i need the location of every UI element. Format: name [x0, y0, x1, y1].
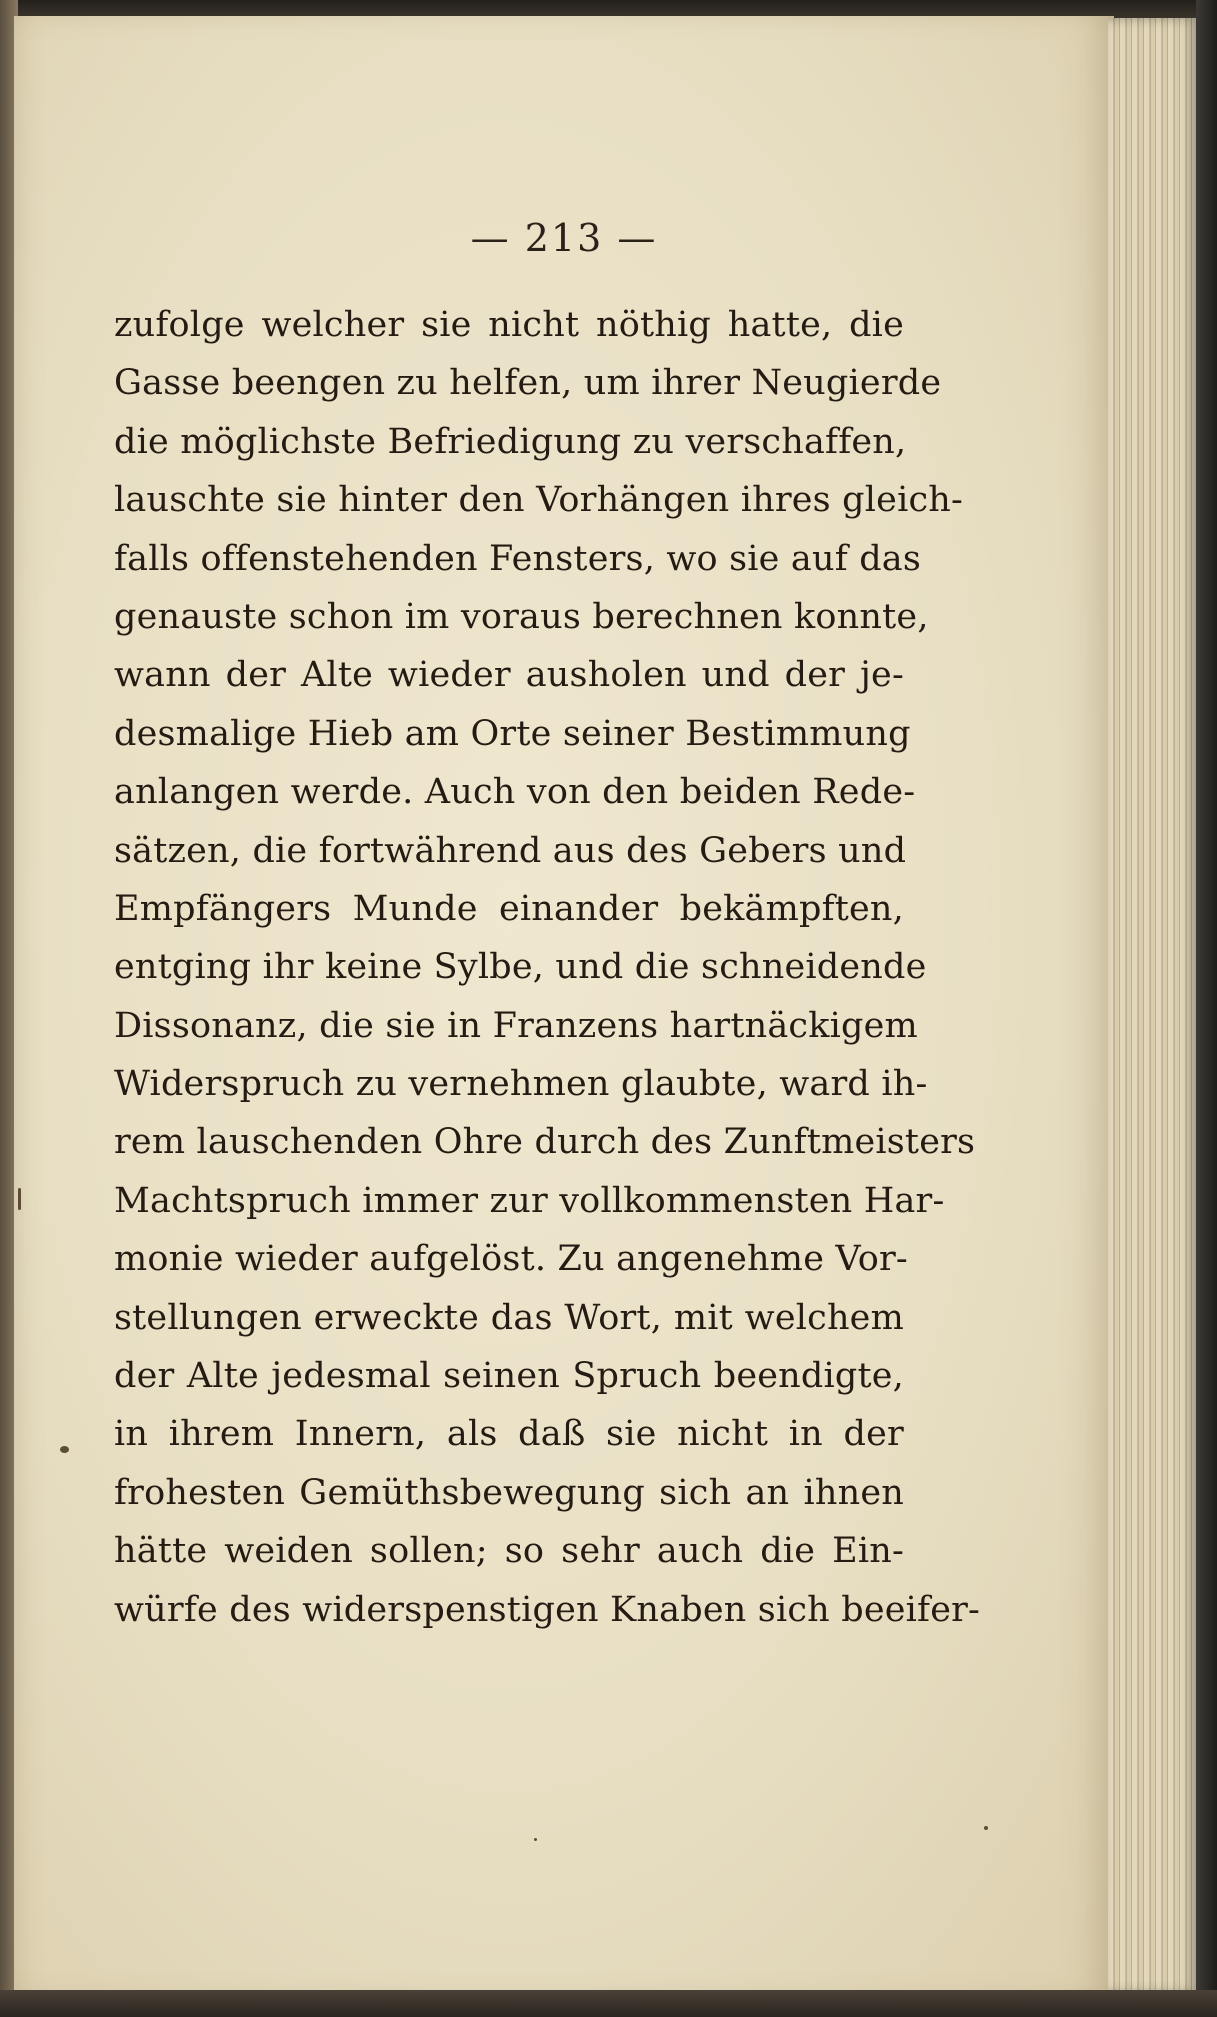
page-text-block [114, 296, 981, 1639]
page-number-header: — 213 — [470, 216, 658, 260]
text-line: würfe des widerspenstigen Knaben sich beeifer- [114, 1589, 981, 1630]
text-line: Gasse beengen zu helfen, um ihrer Neugierde [114, 363, 942, 404]
text-line: stellungen erweckte das Wort, mit welchem [114, 1297, 904, 1338]
text-line: lauschte sie hinter den Vorhängen ihres gleich- [114, 480, 964, 521]
text-line: Widerspruch zu vernehmen glaubte, ward ih- [114, 1064, 928, 1105]
page-edges [1108, 18, 1200, 1993]
text-line: hätte weiden sollen; so sehr auch die Ein- [114, 1531, 904, 1572]
text-line: falls offenstehenden Fensters, wo sie auf das [114, 538, 922, 579]
text-line: wann der Alte wieder ausholen und der je- [114, 655, 904, 696]
text-line: Dissonanz, die sie in Franzens hartnäckigem [114, 1005, 918, 1046]
text-line: genauste schon im voraus berechnen konnte, [114, 596, 929, 637]
text-line: in ihrem Innern, als daß sie nicht in der [114, 1414, 904, 1455]
book-cover-right [1196, 0, 1217, 2017]
text-line: Empfängers Munde einander bekämpften, [114, 888, 904, 929]
text-line: Machtspruch immer zur vollkommensten Har- [114, 1180, 945, 1221]
paper-blemish [534, 1838, 537, 1841]
text-line: monie wieder aufgelöst. Zu angenehme Vor- [114, 1239, 908, 1280]
text-line: rem lauschenden Ohre durch des Zunftmeisters [114, 1122, 976, 1163]
text-line: zufolge welcher sie nicht nöthig hatte, die [114, 305, 904, 345]
book-page [14, 16, 1114, 1996]
text-line: entging ihr keine Sylbe, und die schneidende [114, 947, 927, 988]
paper-blemish [60, 1446, 69, 1453]
text-line: desmalige Hieb am Orte seiner Bestimmung [114, 713, 911, 754]
book-cover-bottom [0, 1990, 1217, 2017]
text-line: der Alte jedesmal seinen Spruch beendigte, [114, 1356, 904, 1397]
text-line: die möglichste Befriedigung zu verschaffen, [114, 421, 907, 462]
text-line: sätzen, die fortwährend aus des Gebers und [114, 830, 907, 871]
paper-blemish [984, 1826, 988, 1830]
paper-blemish [18, 1188, 21, 1210]
text-line: anlangen werde. Auch von den beiden Rede- [114, 772, 916, 813]
text-line: frohesten Gemüthsbewegung sich an ihnen [114, 1472, 904, 1513]
